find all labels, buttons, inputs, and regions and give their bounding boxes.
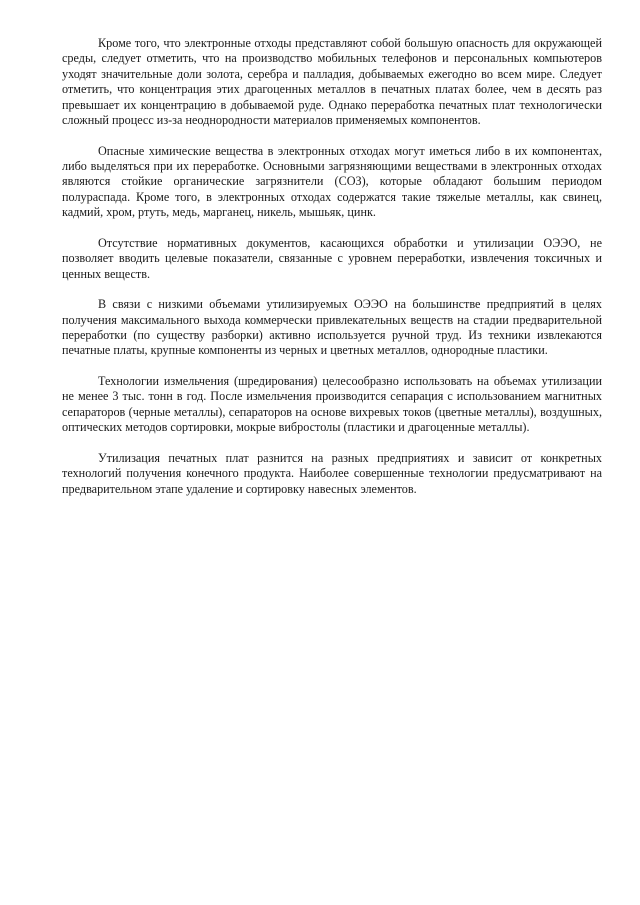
paragraph-4: В связи с низкими объемами утилизируемых ОЭЭО на большинстве предприятий в целях получения максимального выхода коммерчески привлекательных веществ на стадии предварительной переработки (по существу разборки) активно используется ручной труд. Из техники извлекаются печатные платы, крупные компоненты из черных и цветных металлов, однородные пластики. xyxy=(62,297,602,358)
document-body xyxy=(62,36,602,512)
paragraph-6: Утилизация печатных плат разнится на разных предприятиях и зависит от конкретных технологий получения конечного продукта. Наиболее совершенные технологии предусматривают на предварительном этапе удаление и сортировку навесных элементов. xyxy=(62,450,602,496)
paragraph-2: Опасные химические вещества в электронных отходах могут иметься либо в их компонентах, либо выделяться при их переработке. Основными загрязняющими веществами в электронных отходах являются стойкие органические загрязнители (СОЗ), которые обладают большим периодом полураспада. Кроме того, в электронных отходах содержатся такие тяжелые металлы, как свинец, кадмий, хром, ртуть, медь, марганец, никель, мышьяк, цинк. xyxy=(62,143,602,220)
paragraph-5: Технологии измельчения (шредирования) целесообразно использовать на объемах утилизации не менее 3 тыс. тонн в год. После измельчения производится сепарация с использованием магнитных сепараторов (черные металлы), сепараторов на основе вихревых токов (цветные металлы), воздушных, оптических методов сортировки, мокрые вибростолы (пластики и драгоценные металлы). xyxy=(62,374,602,435)
paragraph-3: Отсутствие нормативных документов, касающихся обработки и утилизации ОЭЭО, не позволяет вводить целевые показатели, связанные с уровнем переработки, извлечения токсичных и ценных веществ. xyxy=(62,235,602,281)
paragraph-1: Кроме того, что электронные отходы представляют собой большую опасность для окружающей среды, следует отметить, что на производство мобильных телефонов и персональных компьютеров уходят значительные доли золота, серебра и палладия, добываемых ежегодно во всем мире. Следует отметить, что концентрация этих драгоценных металлов в печатных платах более, чем в десять раз превышает их концентрацию в добываемой руде. Однако переработка печатных плат технологически сложный процесс из-за неоднородности материалов применяемых компонентов. xyxy=(62,36,602,128)
